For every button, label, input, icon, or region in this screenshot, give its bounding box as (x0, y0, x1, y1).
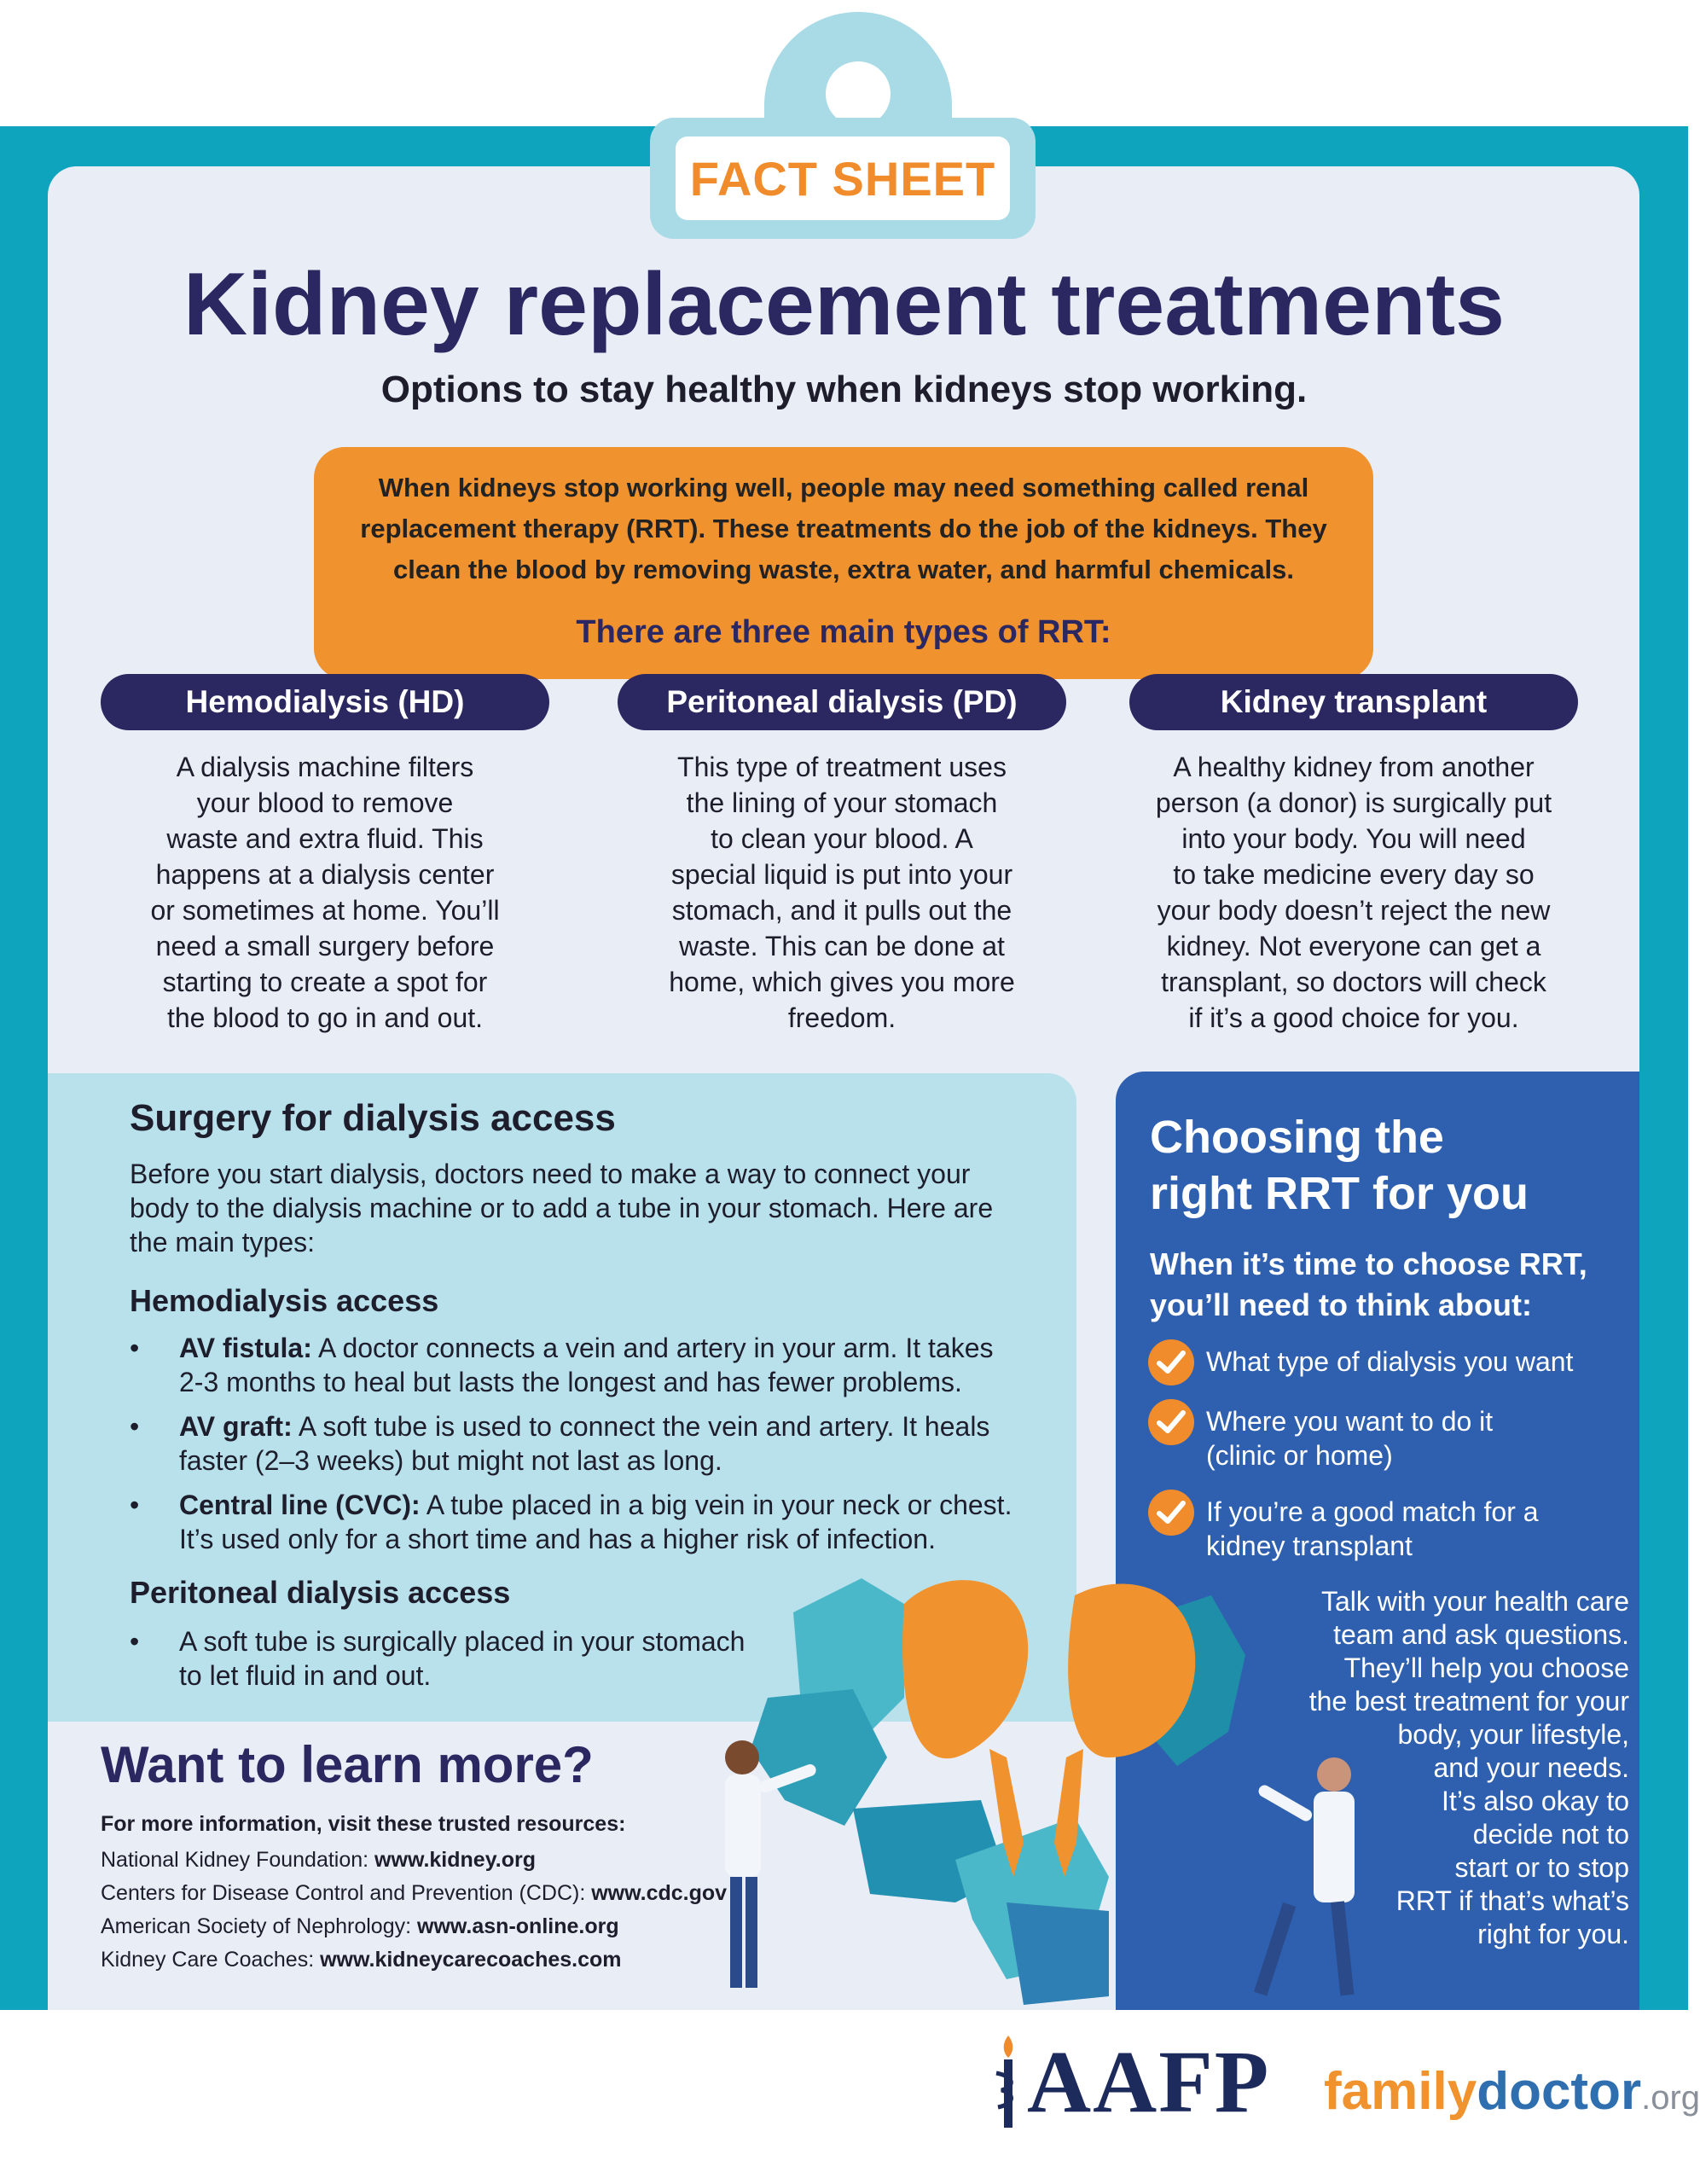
surgery-title: Surgery for dialysis access (130, 1097, 616, 1139)
checklist-item: Where you want to do it (clinic or home) (1148, 1404, 1493, 1472)
bullet-icon: • (130, 1333, 140, 1363)
page-subtitle: Options to stay healthy when kidneys stop working. (380, 369, 1308, 410)
resource-link[interactable]: www.cdc.gov (591, 1881, 728, 1905)
type-pill-transplant: Kidney transplant (1129, 674, 1578, 730)
intro-text: When kidneys stop working well, people may need something called renal replacement therapy (RRT). These treatments do the job of the kidneys. They clean the blood by removing waste, extra water, and harmful chemicals. (360, 473, 1327, 584)
resource-link[interactable]: www.kidney.org (374, 1848, 536, 1872)
type-description-hemodialysis: A dialysis machine filters your blood to remove waste and extra fluid. This happens at a dialysis center or sometimes at home. You’ll need a small surgery before starting to create a spot for the blood to go in and out. (150, 752, 500, 1033)
choosing-title: Choosing the right RRT for you (1150, 1112, 1529, 1219)
list-item: • A soft tube is surgically placed in your stomach to let fluid in and out. (130, 1626, 746, 1691)
talk-with-team-text: Talk with your health care team and ask questions. They’ll help you choose the best treatment for your body, your lifestyle, and your needs. It’s also okay to decide not to start or to stop RRT if that’s what’s right for you. (1308, 1586, 1629, 1949)
fact-sheet-tag: FACT SHEET (676, 136, 1010, 220)
aafp-wordmark: AAFP (1027, 2032, 1271, 2131)
resource-line: National Kidney Foundation: www.kidney.org (101, 1848, 536, 1872)
peritoneal-access-heading: Peritoneal dialysis access (130, 1575, 511, 1610)
learn-more-title: Want to learn more? (101, 1736, 594, 1793)
resource-line: American Society of Nephrology: www.asn-online.org (101, 1914, 619, 1938)
types-heading: There are three main types of RRT: (576, 614, 1111, 650)
familydoctor-logo: familydoctor.org (1324, 2062, 1700, 2121)
torch-icon (989, 2030, 1027, 2133)
bullet-icon: • (130, 1490, 140, 1520)
checklist-item: If you’re a good match for a kidney transplant (1148, 1495, 1539, 1563)
choosing-subtitle: When it’s time to choose RRT, you’ll need to think about: (1150, 1246, 1587, 1322)
type-pill-hemodialysis: Hemodialysis (HD) (101, 674, 549, 730)
type-pill-peritoneal: Peritoneal dialysis (PD) (618, 674, 1066, 730)
bullet-icon: • (130, 1411, 140, 1442)
resource-line: Centers for Disease Control and Prevention (CDC): www.cdc.gov (101, 1881, 728, 1905)
list-item: • Central line (CVC): A tube placed in a big vein in your neck or chest. It’s used only for a short time and has a higher risk of infection. (130, 1490, 1012, 1554)
puzzle-pieces-illustration (751, 1578, 1245, 2005)
hemodialysis-access-heading: Hemodialysis access (130, 1283, 439, 1318)
checklist-item: What type of dialysis you want (1148, 1345, 1573, 1391)
list-item: • AV graft: A soft tube is used to connect the vein and artery. It heals faster (2–3 weeks) but might not last as long. (130, 1411, 990, 1476)
page-title: Kidney replacement treatments (183, 255, 1505, 354)
surgery-intro: Before you start dialysis, doctors need to make a way to connect your body to the dialysis machine or to add a tube in your stomach. Here are the main types: (130, 1159, 994, 1258)
bullet-icon: • (130, 1626, 140, 1657)
type-description-peritoneal: This type of treatment uses the lining of your stomach to clean your blood. A special liquid is put into your stomach, and it pulls out the waste. This can be done at home, which gives you more freedom. (669, 752, 1015, 1033)
resource-link[interactable]: www.asn-online.org (417, 1914, 619, 1938)
resource-link[interactable]: www.kidneycarecoaches.com (320, 1948, 622, 1972)
aafp-logo (989, 2030, 1270, 2133)
resource-line: Kidney Care Coaches: www.kidneycarecoaches.com (101, 1948, 622, 1972)
list-item: • AV fistula: A doctor connects a vein and artery in your arm. It takes 2-3 months to heal but lasts the longest and has fewer problems. (130, 1333, 994, 1397)
learn-more-lead: For more information, visit these trusted resources: (101, 1812, 626, 1836)
type-description-transplant: A healthy kidney from another person (a donor) is surgically put into your body. You will need to take medicine every day so your body doesn’t reject the new kidney. Not everyone can get a transplant, so doctors will check if it’s a good choice for you. (1155, 752, 1552, 1033)
